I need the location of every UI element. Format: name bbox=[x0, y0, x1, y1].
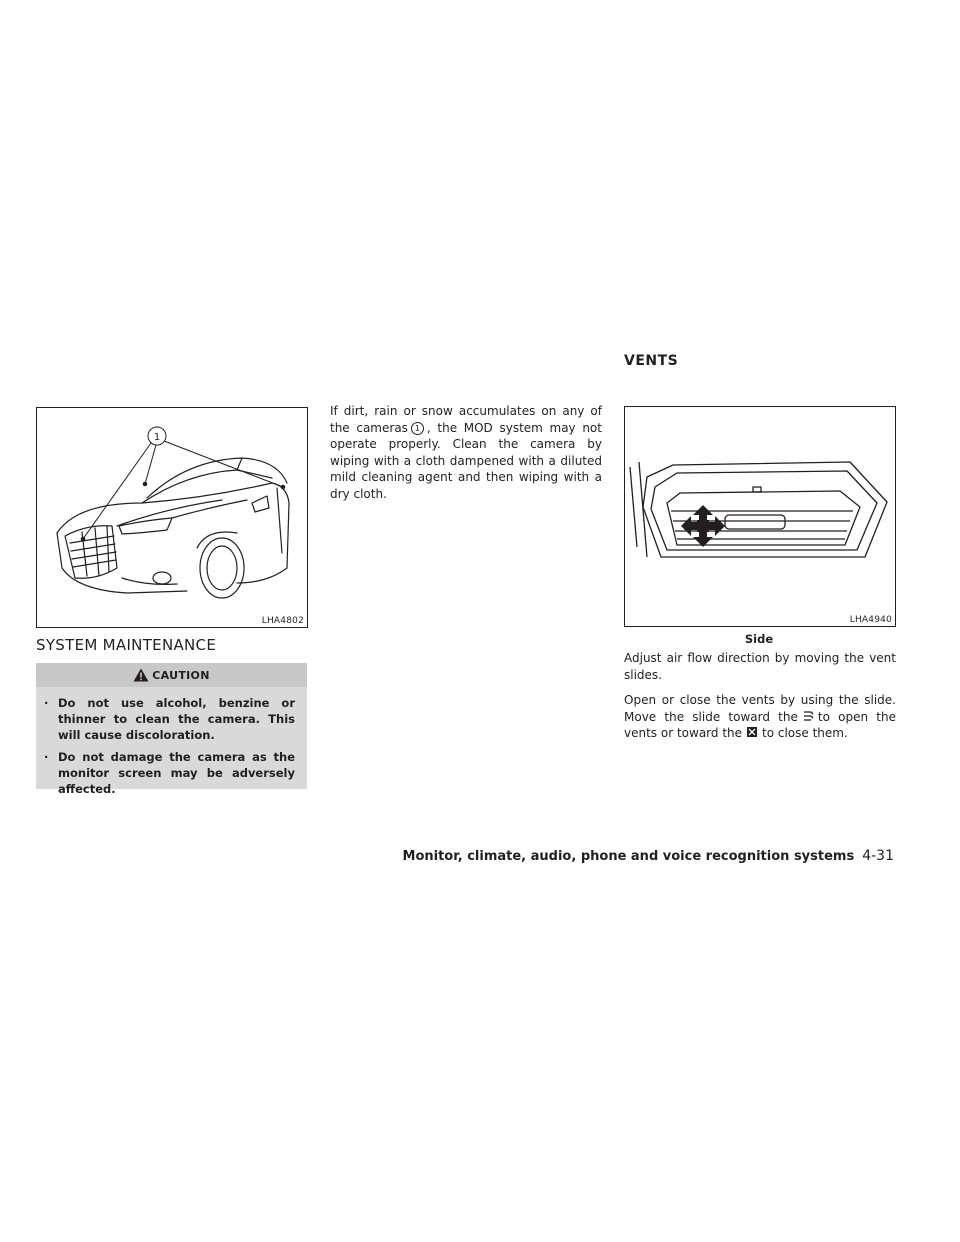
figure-code: LHA4802 bbox=[261, 616, 304, 626]
vent-open-icon bbox=[801, 710, 815, 722]
camera-location-figure bbox=[36, 407, 308, 628]
vents-paragraph-1: Adjust air flow direction by moving the vent slides. bbox=[624, 651, 896, 682]
callout-marker: 1 bbox=[411, 422, 424, 435]
warning-icon bbox=[133, 668, 149, 682]
vent-close-icon bbox=[745, 726, 759, 738]
page-number: 4-31 bbox=[862, 848, 894, 864]
paragraph-text: to close them. bbox=[762, 726, 848, 740]
figure-caption: Side bbox=[744, 632, 774, 646]
caution-header bbox=[36, 663, 307, 687]
paragraph-text: to open the vents or toward the bbox=[624, 709, 896, 740]
bullet: · bbox=[44, 750, 49, 764]
paragraph-text: , the MOD system may not operate properly. Clean the camera by wiping with a cloth dampened with a diluted mild cleaning agent and then wiping with a dry cloth. bbox=[330, 420, 602, 501]
page-footer bbox=[403, 848, 894, 864]
maintenance-paragraph bbox=[330, 403, 602, 511]
caution-item-text: Do not use alcohol, benzine or thinner to clean the camera. This will cause discoloration. bbox=[58, 696, 295, 742]
caution-box bbox=[36, 663, 307, 796]
vent-illustration bbox=[625, 407, 895, 626]
caution-item bbox=[36, 695, 307, 743]
vent-figure bbox=[624, 406, 896, 627]
car-front-illustration bbox=[37, 408, 307, 627]
vents-paragraph-2 bbox=[624, 692, 896, 742]
callout-number: 1 bbox=[153, 432, 161, 443]
caution-label: CAUTION bbox=[152, 668, 210, 682]
paragraph-text: Open or close the vents by using the slide. Move the slide toward the bbox=[624, 693, 896, 724]
paragraph-text: If dirt, rain or snow accumulates on any of the cameras bbox=[330, 404, 602, 435]
figure-code: LHA4940 bbox=[849, 615, 892, 625]
section-title-system-maintenance: SYSTEM MAINTENANCE bbox=[36, 636, 217, 654]
section-title-vents: VENTS bbox=[624, 353, 679, 369]
caution-item-text: Do not damage the camera as the monitor screen may be adversely affected. bbox=[58, 750, 295, 796]
bullet: · bbox=[44, 696, 49, 710]
caution-item bbox=[36, 749, 307, 797]
chapter-title: Monitor, climate, audio, phone and voice recognition systems bbox=[402, 849, 855, 864]
vents-body bbox=[624, 650, 896, 751]
